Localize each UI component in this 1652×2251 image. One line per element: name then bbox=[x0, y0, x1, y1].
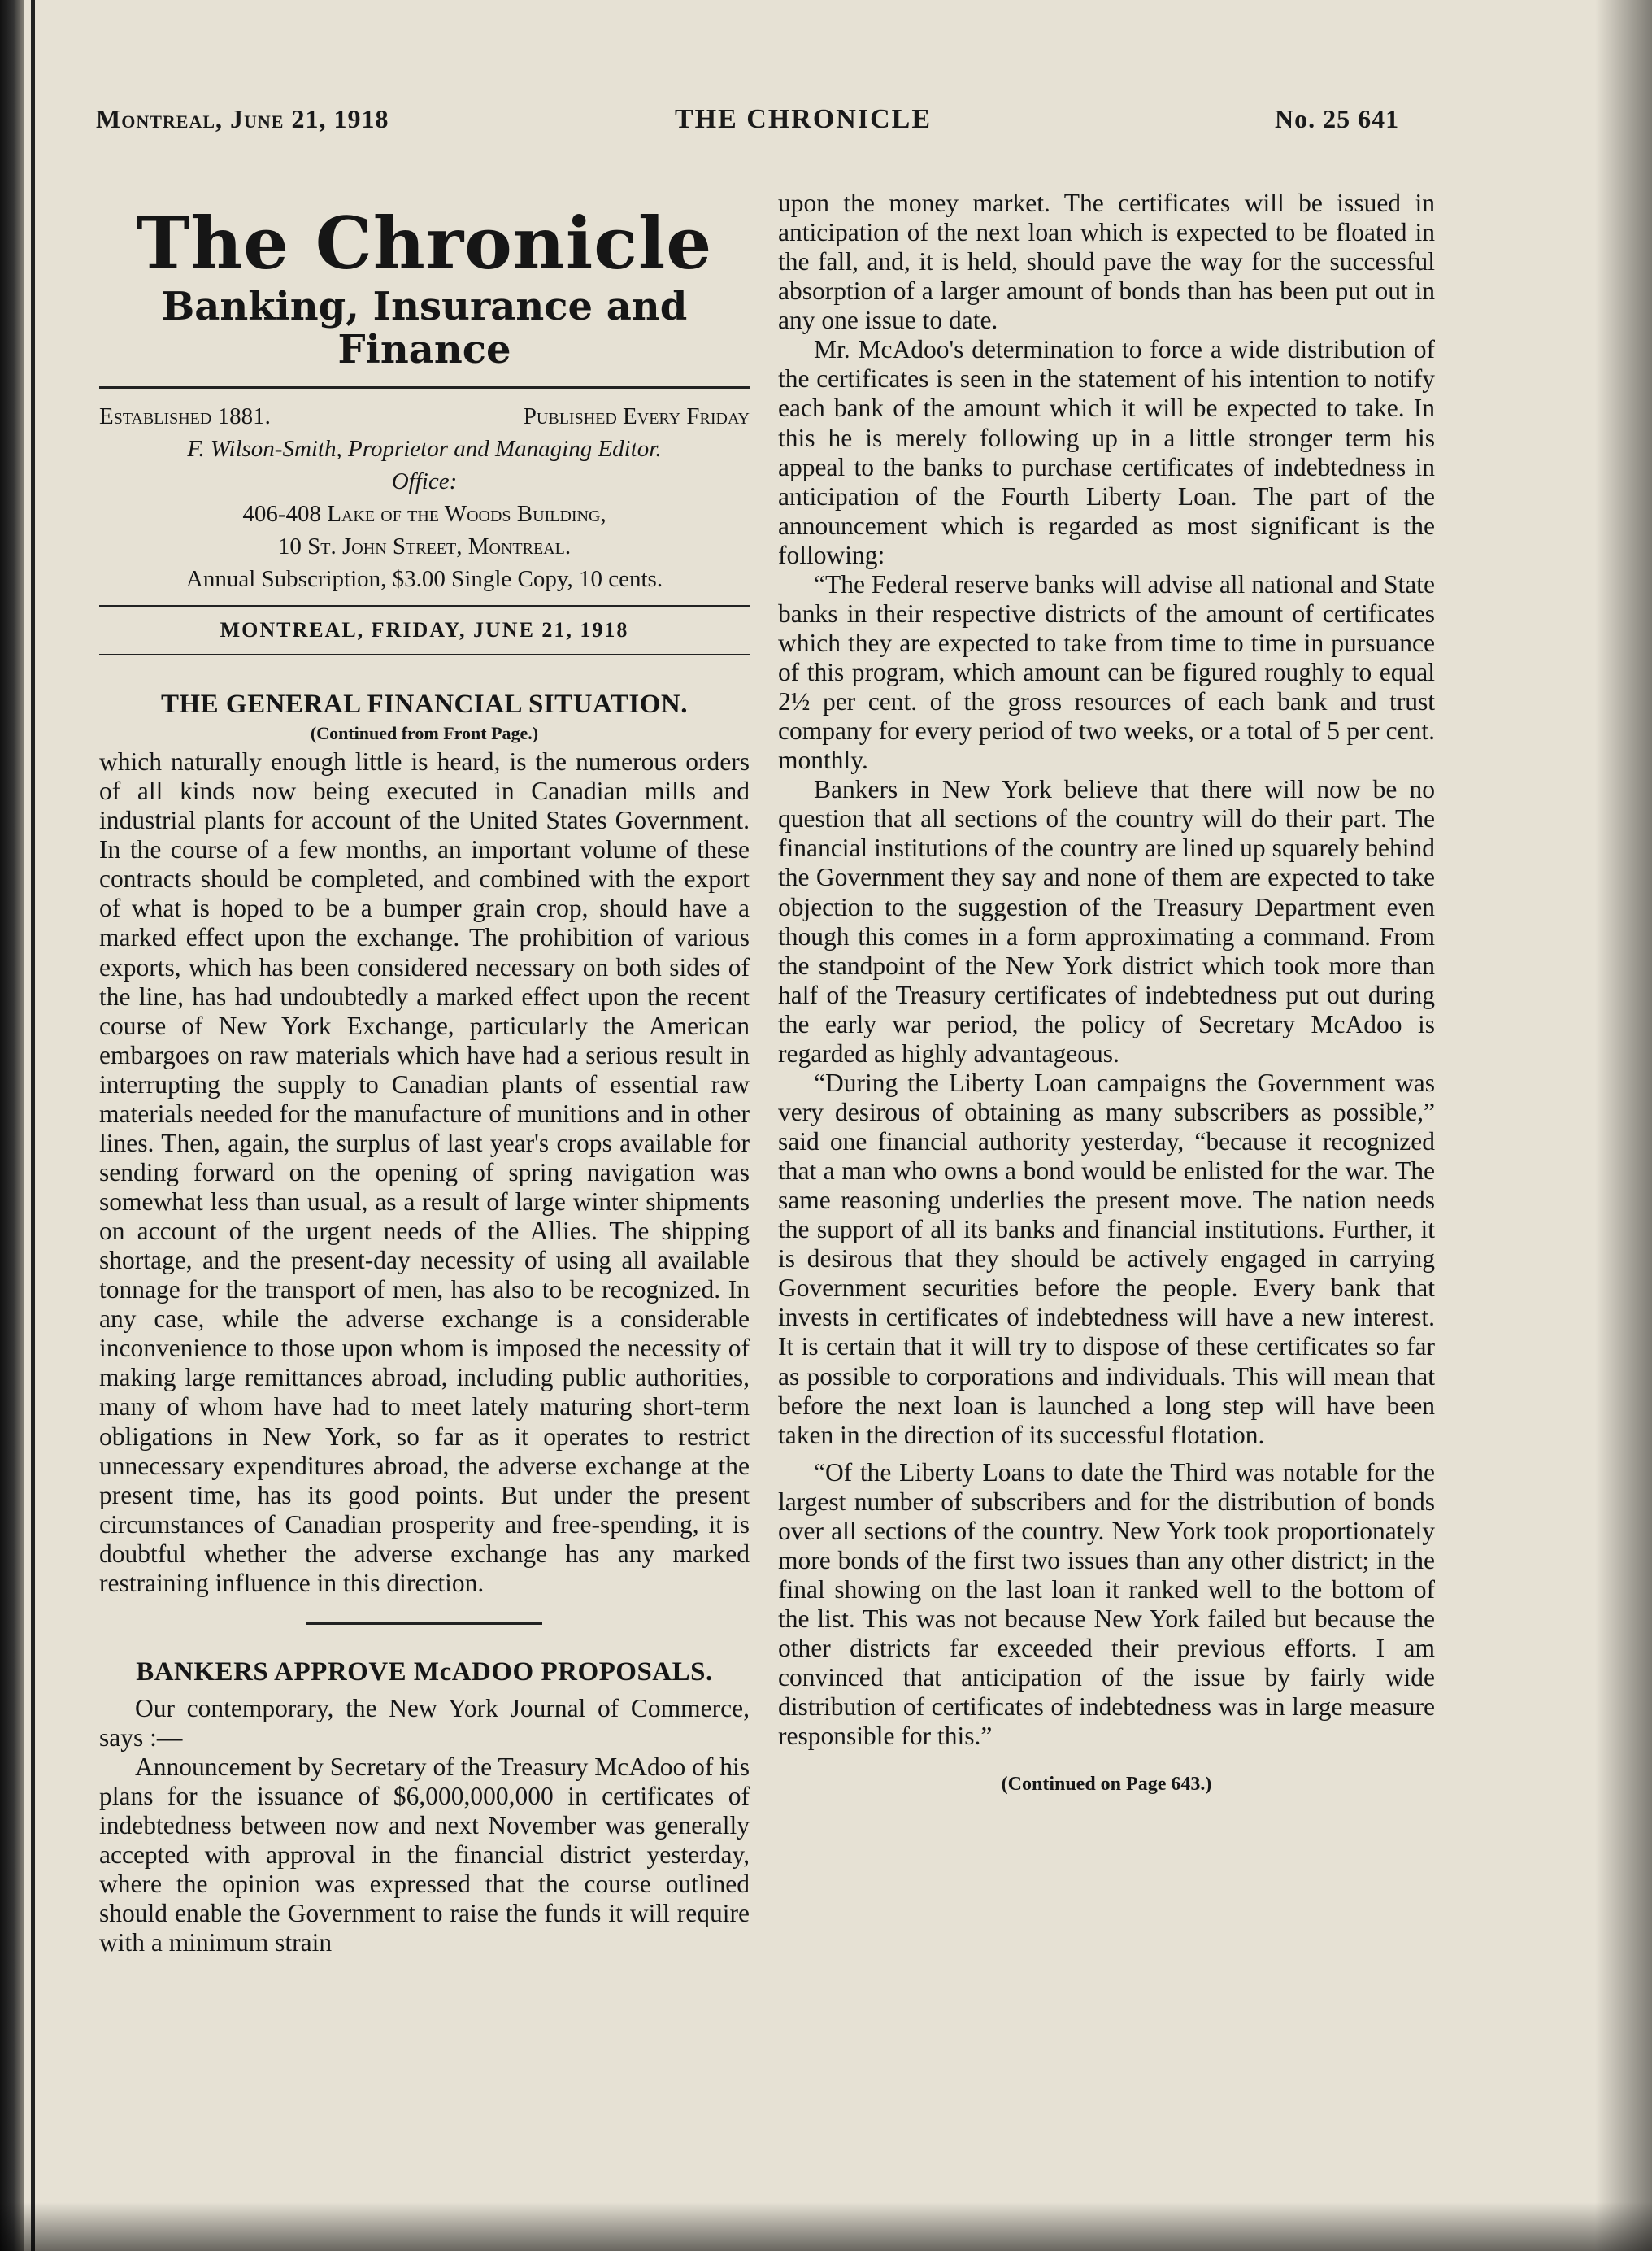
address-line-1: 406-408 Lake of the Woods Building, bbox=[242, 501, 606, 528]
article-2-paragraph-1-end: upon the money market. The certificates will be issued in anticipation of the next loan which is expected to be floated in the fall, and, it is held, should pave the way for the successful absorption of a larger amount of bonds than has been put out in any one issue to date. bbox=[778, 189, 1435, 335]
article-headline-2: BANKERS APPROVE McADOO PROPOSALS. bbox=[136, 1657, 713, 1687]
dateline: MONTREAL, FRIDAY, JUNE 21, 1918 bbox=[220, 618, 629, 642]
published-text: Published Every Friday bbox=[523, 403, 750, 429]
page-edge-shadow-bottom bbox=[0, 2202, 1652, 2251]
article-2-body-left bbox=[99, 1694, 750, 1958]
article-2-paragraph-2: Mr. McAdoo's determination to force a wide distribution of the certificates is seen in the statement of his intention to notify each bank of the amount which it will be expected to take. In this he is merely following up in a little stronger term his appeal to the banks to purchase certificates of indebtedness in anticipation of the Fourth Liberty Loan. The part of the announcement which is regarded as most significant is the following: bbox=[778, 335, 1435, 569]
masthead-title: The Chronicle bbox=[136, 201, 713, 285]
article-paragraph: which naturally enough little is heard, is the numerous orders of all kinds now being executed in Canadian mills and industrial plants for account of the United States Government. In the course of a few months, an important volume of these contracts should be completed, and combined with the export of what is hoped to be a bumper grain crop, should have a marked effect upon the exchange. The prohibition of various exports, which has been considered necessary on both sides of the line, has had undoubtedly a marked effect upon the recent course of New York Exchange, particularly the American embargoes on raw materials which have had a serious result in interrupting the supply to Canadian plants of essential raw materials needed for the manufacture of munitions and in other lines. Then, again, the surplus of last year's crops available for sending forward on the opening of spring navigation was somewhat less than usual, as a result of large winter shipments on account of the urgent needs of the Allies. The shipping shortage, and the present-day necessity of using all available tonnage for the transport of men, has also to be recognized. In any case, while the adverse exchange is a considerable inconvenience to those upon whom is imposed the necessity of making large remittances abroad, including public authorities, many of whom have had to meet lately maturing short-term obligations in New York, so far as it operates to restrict unnecessary expenditures abroad, the adverse exchange at the present time, has its good points. But under the present circumstances of Canadian prosperity and free-spending, it is doubtful whether the adverse exchange has any marked restraining influence in this direction. bbox=[99, 747, 750, 1597]
masthead-subtitle: Banking, Insurance and Finance bbox=[161, 284, 688, 373]
binding-edge bbox=[31, 0, 35, 2251]
pubinfo-row bbox=[99, 400, 750, 433]
page-edge-shadow-right bbox=[1595, 0, 1652, 2251]
subscription-line: Annual Subscription, $3.00 Single Copy, 10 cents. bbox=[185, 566, 663, 593]
running-head-title: THE CHRONICLE bbox=[675, 104, 932, 134]
right-column bbox=[778, 189, 1435, 1796]
continued-on-note: (Continued on Page 643.) bbox=[1001, 1774, 1212, 1796]
left-column bbox=[99, 183, 750, 1957]
article-2-paragraph-6: “Of the Liberty Loans to date the Third was notable for the largest number of subscribers and for the distribution of bonds over all sections of the country. New York took proportionately more bonds of the first two issues than any other district; in the final showing on the last loan it ranked well to the bottom of the list. This was not because New York failed but because the other districts far exceeded their previous efforts. I am convinced that anticipation of the issue by fairly wide distribution of certificates of indebtedness was in large measure responsible for this.” bbox=[778, 1457, 1435, 1751]
masthead-rule bbox=[99, 386, 750, 389]
dateline-rule-top bbox=[99, 605, 750, 607]
article-2-paragraph-5: “During the Liberty Loan campaigns the Government was very desirous of obtaining as many subscribers as possible,” said one financial authority yesterday, “because it recognized that a man who owns a bond would be enlisted for the war. The same reasoning underlies the present move. The nation needs the support of all its banks and financial institutions. Further, it is desirous that they should be actively engaged in carrying Government securities before the people. Every bank that invests in certificates of indebtedness will have a new interest. It is certain that it will try to dispose of these certificates so far as possible to corporations and individuals. This will mean that before the next loan is launched a long step will have been taken in the direction of its successful flotation. bbox=[778, 1068, 1435, 1449]
established-text: Established 1881. bbox=[99, 403, 271, 429]
running-head-date: Montreal, June 21, 1918 bbox=[96, 104, 389, 133]
article-headline: THE GENERAL FINANCIAL SITUATION. bbox=[160, 690, 689, 720]
article-2-paragraph-4: Bankers in New York believe that there will now be no question that all sections of the country will do their part. The financial institutions of the country are lined up squarely behind the Government they say and none of them are expected to take objection to the suggestion of the Treasury Department even though this comes in a form approximating a command. From the standpoint of the New York district which took more than half of the Treasury certificates of indebtedness put out during the early war period, the policy of Secretary McAdoo is regarded as highly advantageous. bbox=[778, 775, 1435, 1068]
dateline-rule-bottom bbox=[99, 654, 750, 655]
editor-line: F. Wilson-Smith, Proprietor and Managing Editor. bbox=[187, 436, 662, 462]
article-2-intro: Our contemporary, the New York Journal of Commerce, says :— bbox=[99, 1693, 750, 1752]
running-head-page-number: No. 25 641 bbox=[1275, 104, 1400, 133]
page-binding bbox=[0, 0, 24, 2251]
continued-from-note: (Continued from Front Page.) bbox=[310, 723, 539, 744]
publication-info bbox=[99, 400, 750, 595]
article-2-body-right bbox=[778, 189, 1435, 1751]
office-label: Office: bbox=[391, 468, 458, 495]
article-2-paragraph-3: “The Federal reserve banks will advise all national and State banks in their respective districts of the amount of certificates which they are expected to take from time to time in pursuance of this program, which amount can be figured roughly to equal 2½ per cent. of the gross resources of each bank and trust company for every period of two weeks, or a total of 5 per cent. monthly. bbox=[778, 569, 1435, 775]
article-2-paragraph-1-start: Announcement by Secretary of the Treasury McAdoo of his plans for the issuance of $6,000,000,000 in certificates of indebtedness between now and next November was generally accepted with approval in the financial district yesterday, where the opinion was expressed that the course outlined should enable the Government to raise the funds it will require with a minimum strain bbox=[99, 1752, 750, 1957]
address-line-2: 10 St. John Street, Montreal. bbox=[277, 533, 572, 560]
section-divider bbox=[306, 1622, 542, 1625]
article-body bbox=[99, 747, 750, 1598]
